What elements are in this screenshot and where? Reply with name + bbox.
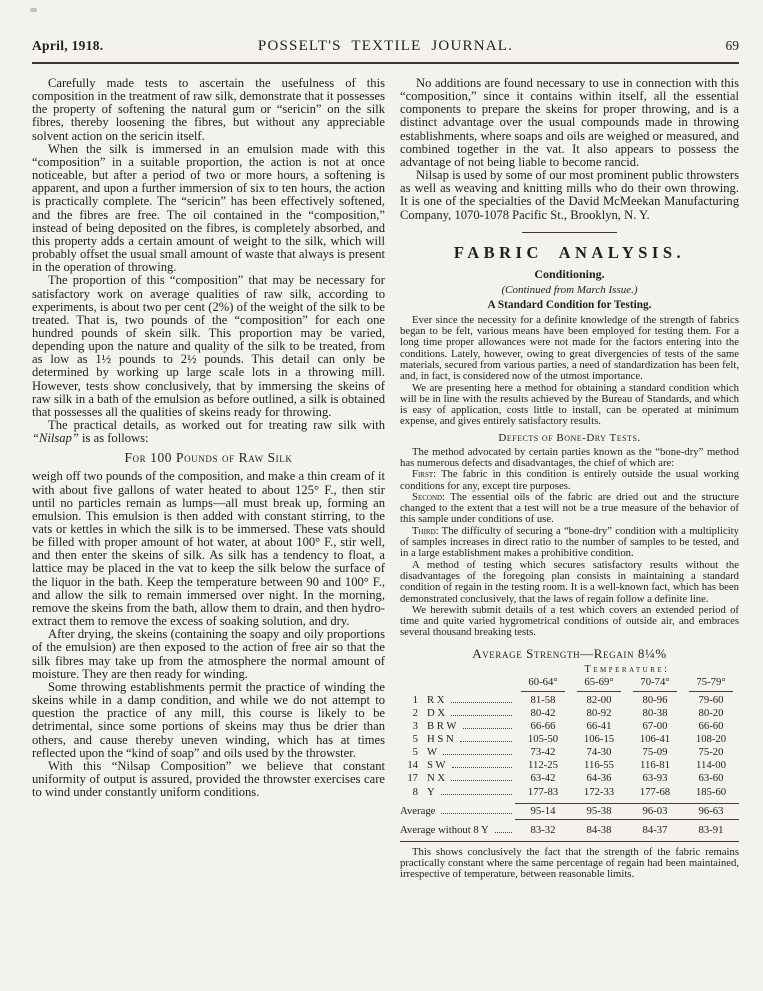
cell-value: 84-37 (642, 823, 668, 836)
section-heading: A Standard Condition for Testing. (487, 298, 652, 311)
row-label: D X (427, 707, 446, 720)
cell-value: 83-32 (530, 823, 556, 836)
row-number: 2 (412, 707, 418, 720)
defect-label: First: (412, 468, 437, 481)
row-label: S W (427, 759, 446, 772)
cell-value: 116-81 (640, 759, 670, 772)
paragraph (32, 419, 385, 445)
dot-leader (451, 715, 512, 716)
row-label: B R W (427, 720, 457, 733)
defect-text: The essential oils of the fabric are dried out and the structure changed to the extent that a test will not be a true measure of the behavior of this sample under conditions of use. (400, 490, 739, 526)
dot-leader (463, 728, 513, 729)
cell-value: 172-33 (583, 785, 615, 798)
column-header-row (400, 676, 739, 689)
paragraph: Nilsap is used by some of our most prominent public throwsters as well as weaving and knitting mills who do their own throwing. It is one of the specialties of the David McMeekan Manufacturing Company, 1070-1078 Pacific St., Brooklyn, N. Y. (400, 168, 739, 222)
dot-leader (441, 794, 512, 795)
defect-item (400, 492, 739, 526)
table-row (400, 746, 739, 759)
cell-value: 73-42 (530, 746, 556, 759)
nilsap-name: “Nilsap” (32, 431, 79, 446)
paragraph: The method advocated by certain parties known as the “bone-dry” method has numerous defects and disadvantages, the chief of which are: (400, 445, 739, 469)
paragraph: A method of testing which secures satisfactory results without the disadvantages of the foregoing plan consists in maintaining a standard condition of regain in the testing room. It is a well-known fact, which has been demonstrated conclusively, that the laws of regain follow a definite line. (400, 558, 739, 605)
paragraph: Carefully made tests to ascertain the usefulness of this composition in the treatment of raw silk, demonstrate that it possesses the property of softening the natural gum or “sericin” on the silk fibres, thereby loosening the fibres, but without any appreciable solvent action on the sericin itself. (32, 76, 385, 143)
cell-value: 75-20 (698, 746, 724, 759)
dot-leader (495, 832, 512, 833)
paragraph-text: The practical details, as worked out for treating raw silk with (48, 418, 385, 433)
cell-value: 80-42 (530, 707, 556, 720)
cell-value: 114-00 (696, 759, 726, 772)
dot-leader (452, 767, 512, 768)
average-row (400, 803, 739, 820)
cell-value: 75-09 (642, 746, 668, 759)
defect-label: Third: (412, 524, 439, 537)
row-number: 5 (412, 746, 418, 759)
dot-leader (460, 741, 512, 742)
defect-text: The difficulty of securing a “bone-dry” condition with a multiplicity of samples increases in direct ratio to the number of samples to be tested, and in a large establishment makes a prohibitive condition. (400, 524, 739, 560)
cell-value: 79-60 (698, 693, 724, 706)
header-row (32, 38, 739, 55)
article-title: FABRIC ANALYSIS. (453, 242, 686, 262)
paragraph: The proportion of this “composition” that may be necessary for satisfactory work on average qualities of raw silk, according to experiments, is about two per cent (2%) of the weight of the silk to be treated. That is, two pounds of the “composition” for each one hundred pounds of skein silk. This proportion may be varied, depending upon the nature and quality of the silk to be treated, from as low as 1½ pounds to 2½ pounds. This detail can only be determined by working up large scale lots in a throwing mill. However, tests show conclusively, that by immersing the skeins of raw silk in a bath of the emulsion as before outlined, a silk is obtained that possesses all the qualities of skeins ready for throwing. (32, 273, 385, 419)
header-rule (32, 62, 739, 64)
right-column (400, 77, 739, 881)
cell-value: 66-60 (698, 720, 724, 733)
average-without-row (400, 824, 739, 837)
cell-value: 95-14 (515, 803, 571, 820)
issue-date: April, 1918. (32, 38, 104, 53)
cell-value: 108-20 (695, 733, 727, 746)
cell-value: 80-38 (642, 707, 668, 720)
column-header: 60-64° (528, 675, 558, 688)
column-header: 70-74° (640, 675, 670, 688)
page-header (32, 38, 739, 64)
dot-leader (451, 702, 512, 703)
cell-value: 177-68 (639, 785, 671, 798)
temperature-label-row (400, 663, 739, 676)
conclusion-paragraph: This shows conclusively the fact that the strength of the fabric remains practically constant where the same percentage of regain had been maintained, irrespective of temperature, between reasonable limits. (400, 845, 739, 881)
row-number: 3 (412, 720, 418, 733)
row-label: H S N (427, 733, 454, 746)
table-row (400, 694, 739, 707)
cell-value: 80-92 (586, 707, 612, 720)
row-label: N X (427, 772, 446, 785)
table-row (400, 786, 739, 799)
paragraph: We herewith submit details of a test which covers an extended period of time and quite varied hygrometrical conditions of outside air, and embraces several thousand breaking tests. (400, 603, 739, 639)
paragraph: We are presenting here a method for obtaining a standard condition which will be in line with the results achieved by the Bureau of Standards, and which is easy of application, costs little to install, can be operated at minimum expense, and gives entirely satisfactory results. (400, 381, 739, 428)
row-label: R X (427, 693, 445, 706)
paragraph: Ever since the necessity for a definite knowledge of the strength of fabrics began to be felt, various means have been employed for testing them. For a long time proper allowances were not made for the factors entering into the conditions. Lately, however, owing to great divergencies of tests of the same materials, secured from various parties, a need of standardization has been felt, and, in fact, is considered now of the utmost importance. (400, 313, 739, 383)
page-number: 69 (725, 38, 739, 53)
paragraph: Some throwing establishments permit the practice of winding the skeins while in a damp condition, and while we do not attempt to question the practice of any mill, this course is likely to be detrimental, since some portions of skeins may thus be drier than others, and cause thereby uneven winding, which has at times reflected upon the “kind of soap” and oils used by the throwster. (32, 679, 385, 760)
paragraph: With this “Nilsap Composition” we believe that constant uniformity of output is assured, provided the throwster exercises care to wind under constantly uniform conditions. (32, 758, 385, 800)
cell-value: 66-66 (530, 720, 556, 733)
columns (32, 77, 739, 881)
row-number: 17 (407, 772, 418, 785)
paragraph: After drying, the skeins (containing the soapy and oily proportions of the emulsion) are then exposed to the action of free air so that the silk fibres may take up from the atmosphere the normal amount of moisture. They are then ready for winding. (32, 627, 385, 681)
article-divider (522, 232, 617, 233)
left-column (32, 77, 385, 881)
cell-value: 63-93 (642, 772, 668, 785)
defect-label: Second: (412, 490, 446, 503)
cell-value: 63-42 (530, 772, 556, 785)
dot-leader (443, 754, 512, 755)
cell-value: 82-00 (586, 693, 612, 706)
defect-item (400, 526, 739, 560)
dot-leader (441, 813, 512, 814)
cell-value: 96-63 (683, 803, 739, 820)
temperature-label: Temperature: (584, 663, 670, 675)
table-row (400, 720, 739, 733)
paragraph: weigh off two pounds of the composition, and make a thin cream of it with about five gallons of water heated to about 125° F., then stir until no particles remain as lumps—all must break up, forming an emulsion. This emulsion is then added with constant stirring, to the vats or kettles in which the silk is to be immersed. These vats should be filled with proper amount of hot water, at about 100° F., stir well, and then enter the skeins of silk. As silk has a tendency to float, a lattice may be placed in the vat to keep the silk below the surface of the liquor in the bath. Keep the temperature between 90 and 100° F., and allow the silk to remain immersed over night. In the morning, remove the skeins from the bath, allow them to drain, and then hydro-extract them to remove the excess of soaking solution, and dry. (32, 469, 385, 629)
strength-regain-table (400, 646, 739, 842)
paragraph: No additions are found necessary to use in connection with this “composition,” since it contains within itself, all the essential components to prepare the skeins for proper throwing, and is a distinct advantage over the usual compounds made in throwing establishments, where soaps and oils are weighed or measured, and combined together in the vat. It also appears to possess the advantage of not being liable to become rancid. (400, 76, 739, 169)
row-label: Y (427, 785, 435, 798)
cell-value: 106-15 (583, 733, 615, 746)
cell-value: 177-83 (527, 785, 559, 798)
cell-value: 80-20 (698, 707, 724, 720)
dot-leader (451, 780, 512, 781)
paragraph: When the silk is immersed in an emulsion made with this “composition” in a suitable proportion, the action is not at once noticeable, but after a period of two or more hours, a softening is apparent, and upon a further immersion of six to ten hours, the action is practically complete. The “sericin” has been effectively softened, and the fibres are free. The oil contained in the “composition,” instead of being deposited on the fibres, is completely absorbed, and this property adds a certain amount of weight to the silk, which will probably offset the usual small amount of waste that always is present in the operation of throwing. (32, 141, 385, 275)
cell-value: 84-38 (586, 823, 612, 836)
table-title: Average Strength—Regain 8¼% (472, 645, 667, 661)
paragraph-text: is as follows: (78, 431, 149, 446)
cell-value: 116-55 (584, 759, 614, 772)
journal-title: POSSELT'S TEXTILE JOURNAL. (257, 38, 514, 54)
table-row (400, 707, 739, 720)
table-row (400, 733, 739, 746)
continued-note: (Continued from March Issue.) (501, 283, 638, 296)
row-label: Average without 8 Y (400, 823, 489, 836)
cell-value: 67-00 (642, 720, 668, 733)
row-number: 8 (412, 785, 418, 798)
column-header: 65-69° (584, 675, 614, 688)
article-subtitle: Conditioning. (534, 266, 605, 281)
column-header: 75-79° (696, 675, 726, 688)
cell-value: 64-36 (586, 772, 612, 785)
row-number: 1 (412, 693, 418, 706)
cell-value: 185-60 (695, 785, 727, 798)
raw-silk-heading: For 100 Pounds of Raw Silk (124, 450, 293, 466)
cell-value: 81-58 (530, 693, 556, 706)
table-row (400, 772, 739, 785)
cell-value: 96-03 (627, 803, 683, 820)
defects-heading: Defects of Bone-Dry Tests. (498, 431, 641, 444)
table-end-rule (400, 841, 739, 842)
table-row (400, 759, 739, 772)
defect-item (400, 469, 739, 492)
row-label: W (427, 746, 438, 759)
defect-text: The fabric in this condition is entirely outside the usual working conditions for any, except tire purposes. (400, 468, 739, 492)
cell-value: 83-91 (698, 823, 724, 836)
cell-value: 66-41 (586, 720, 612, 733)
row-number: 14 (407, 759, 418, 772)
row-number: 5 (412, 733, 418, 746)
cell-value: 112-25 (528, 759, 558, 772)
cell-value: 63-60 (698, 772, 724, 785)
cell-value: 80-96 (642, 693, 668, 706)
row-label: Average (400, 804, 436, 817)
cell-value: 105-50 (527, 733, 559, 746)
cell-value: 74-30 (586, 746, 612, 759)
table-body (400, 694, 739, 799)
cell-value: 95-38 (571, 803, 627, 820)
cell-value: 106-41 (639, 733, 671, 746)
